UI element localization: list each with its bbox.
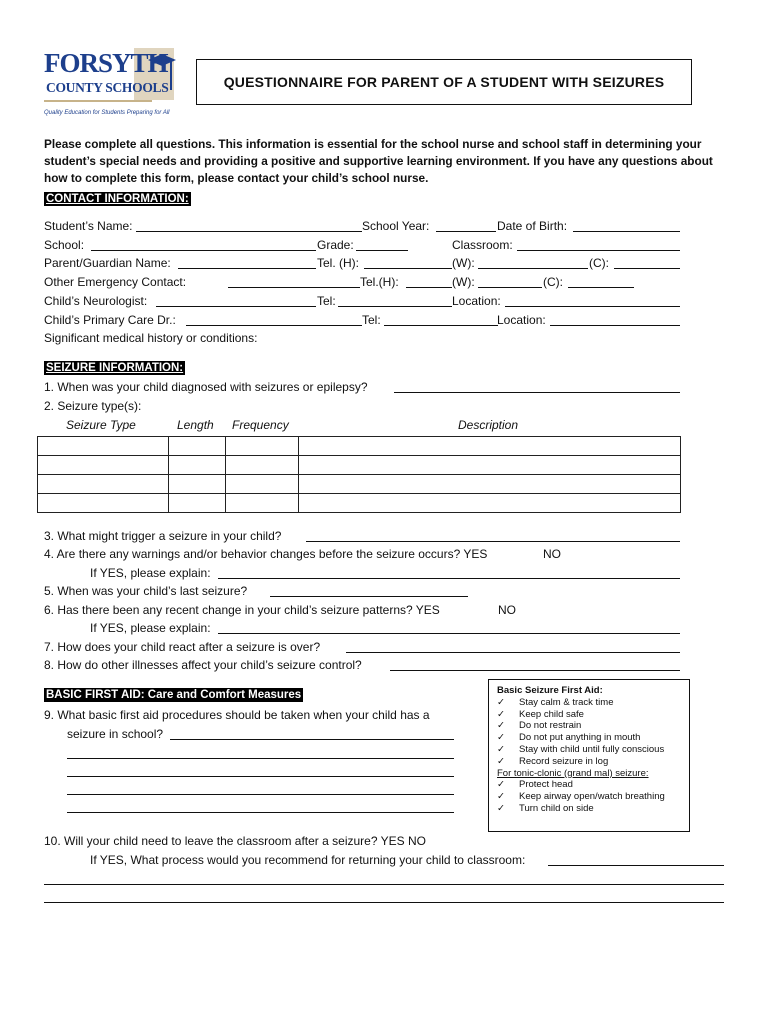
table-cell[interactable] bbox=[169, 475, 226, 494]
table-cell[interactable] bbox=[38, 456, 169, 475]
logo-county-schools: COUNTY SCHOOLS bbox=[46, 80, 169, 95]
table-cell[interactable] bbox=[169, 456, 226, 475]
classroom-label: Classroom: bbox=[452, 238, 513, 252]
other-tel-h-field[interactable] bbox=[406, 287, 452, 288]
student-name-label: Student’s Name: bbox=[44, 219, 133, 233]
q10-followup-label: If YES, What process would you recommend for returning your child to classroom: bbox=[90, 853, 526, 867]
q5-label: 5. When was your child’s last seizure? bbox=[44, 584, 248, 598]
parent-c-label: (C): bbox=[589, 256, 609, 270]
firstaid-header: BASIC FIRST AID: Care and Comfort Measures bbox=[46, 689, 302, 701]
tonic-clonic-label: For tonic-clonic (grand mal) seizure: bbox=[497, 767, 649, 779]
neuro-location-field[interactable] bbox=[505, 306, 680, 307]
q4-label: 4. Are there any warnings and/or behavior changes before the seizure occurs? YES bbox=[44, 547, 488, 561]
neuro-location-label: Location: bbox=[452, 294, 501, 308]
q10-label: 10. Will your child need to leave the classroom after a seizure? YES NO bbox=[44, 834, 426, 848]
q6-no[interactable]: NO bbox=[498, 603, 516, 617]
q8-label: 8. How do other illnesses affect your child’s seizure control? bbox=[44, 658, 362, 672]
other-c-field[interactable] bbox=[568, 287, 634, 288]
q4-no[interactable]: NO bbox=[543, 547, 561, 561]
parent-w-label: (W): bbox=[452, 256, 475, 270]
first-aid-box bbox=[488, 679, 690, 832]
check-icon: ✓ bbox=[497, 696, 505, 708]
q9-field-1[interactable] bbox=[170, 739, 454, 740]
q9-field-2[interactable] bbox=[67, 758, 454, 759]
table-cell[interactable] bbox=[299, 456, 681, 475]
q9-field-4[interactable] bbox=[67, 794, 454, 795]
first-aid-title: Basic Seizure First Aid: bbox=[497, 685, 603, 696]
neurologist-label: Child’s Neurologist: bbox=[44, 294, 148, 308]
table-cell[interactable] bbox=[226, 494, 299, 513]
neuro-tel-label: Tel: bbox=[317, 294, 336, 308]
list-item: ✓ Do not restrain bbox=[497, 720, 582, 732]
list-item: ✓ Turn child on side bbox=[497, 802, 594, 814]
q1-field[interactable] bbox=[394, 392, 680, 393]
table-cell[interactable] bbox=[38, 475, 169, 494]
table-cell[interactable] bbox=[299, 475, 681, 494]
classroom-field[interactable] bbox=[517, 250, 680, 251]
parent-label: Parent/Guardian Name: bbox=[44, 256, 171, 270]
q1-label: 1. When was your child diagnosed with seizures or epilepsy? bbox=[44, 380, 368, 394]
col-seizure-type: Seizure Type bbox=[66, 418, 136, 432]
logo-forsyth: FORSYTH bbox=[44, 48, 168, 78]
parent-c-field[interactable] bbox=[614, 268, 680, 269]
table-row bbox=[38, 494, 681, 513]
q3-label: 3. What might trigger a seizure in your child? bbox=[44, 529, 282, 543]
title-box bbox=[196, 59, 692, 105]
seizure-table bbox=[37, 436, 681, 513]
q9-label-2: seizure in school? bbox=[67, 727, 164, 741]
primary-care-label: Child’s Primary Care Dr.: bbox=[44, 313, 176, 327]
medical-history-label: Significant medical history or conditions: bbox=[44, 331, 258, 345]
q10-field-2[interactable] bbox=[44, 884, 724, 885]
school-year-label: School Year: bbox=[362, 219, 430, 233]
q6-explain-field[interactable] bbox=[218, 633, 680, 634]
q9-field-5[interactable] bbox=[67, 812, 454, 813]
q7-field[interactable] bbox=[346, 652, 680, 653]
q6-explain-label: If YES, please explain: bbox=[90, 621, 211, 635]
school-logo bbox=[44, 46, 184, 126]
table-row bbox=[38, 456, 681, 475]
primary-tel-label: Tel: bbox=[362, 313, 381, 327]
table-cell[interactable] bbox=[226, 456, 299, 475]
other-contact-field[interactable] bbox=[228, 287, 360, 288]
logo-tagline: Quality Education for Students Preparing for All bbox=[44, 110, 170, 116]
seizure-header: SEIZURE INFORMATION: bbox=[46, 362, 184, 374]
table-cell[interactable] bbox=[38, 494, 169, 513]
check-icon: ✓ bbox=[497, 755, 505, 767]
table-cell[interactable] bbox=[226, 437, 299, 456]
other-w-label: (W): bbox=[452, 275, 475, 289]
parent-w-field[interactable] bbox=[478, 268, 588, 269]
list-item: ✓ Keep child safe bbox=[497, 708, 584, 720]
primary-tel-field[interactable] bbox=[384, 325, 498, 326]
parent-tel-h-label: Tel. (H): bbox=[317, 256, 359, 270]
check-icon: ✓ bbox=[497, 802, 505, 814]
q9-field-3[interactable] bbox=[67, 776, 454, 777]
q9-label: 9. What basic first aid procedures should be taken when your child has a bbox=[44, 708, 430, 722]
table-cell[interactable] bbox=[226, 475, 299, 494]
contact-header: CONTACT INFORMATION: bbox=[46, 193, 189, 205]
check-icon: ✓ bbox=[497, 743, 505, 755]
q4-explain-label: If YES, please explain: bbox=[90, 566, 211, 580]
check-icon: ✓ bbox=[497, 791, 505, 803]
list-item: ✓ Record seizure in log bbox=[497, 755, 609, 767]
q3-field[interactable] bbox=[306, 541, 680, 542]
col-length: Length bbox=[177, 418, 214, 432]
primary-location-field[interactable] bbox=[550, 325, 680, 326]
parent-tel-h-field[interactable] bbox=[364, 268, 452, 269]
table-row bbox=[38, 475, 681, 494]
dob-label: Date of Birth: bbox=[497, 219, 568, 233]
table-cell[interactable] bbox=[169, 437, 226, 456]
logo-rule bbox=[44, 100, 152, 102]
intro-paragraph: Please complete all questions. This information is essential for the school nurse and school staff in determining your student’s special needs and providing a positive and supportive learning environment. If you have any questions about how to complete this form, please contact your child’s school nurse. bbox=[44, 137, 713, 185]
other-c-label: (C): bbox=[543, 275, 563, 289]
col-frequency: Frequency bbox=[232, 418, 289, 432]
other-w-field[interactable] bbox=[478, 287, 542, 288]
grade-label: Grade: bbox=[317, 238, 354, 252]
school-label: School: bbox=[44, 238, 85, 252]
check-icon: ✓ bbox=[497, 779, 505, 791]
list-item: ✓ Protect head bbox=[497, 779, 573, 791]
q10-field-3[interactable] bbox=[44, 902, 724, 903]
school-field[interactable] bbox=[91, 250, 316, 251]
check-icon: ✓ bbox=[497, 708, 505, 720]
parent-field[interactable] bbox=[178, 268, 316, 269]
q5-field[interactable] bbox=[270, 596, 468, 597]
col-description: Description bbox=[458, 418, 519, 432]
neuro-tel-field[interactable] bbox=[338, 306, 452, 307]
q4-explain-field[interactable] bbox=[218, 578, 680, 579]
table-cell[interactable] bbox=[299, 437, 681, 456]
table-cell[interactable] bbox=[38, 437, 169, 456]
other-contact-label: Other Emergency Contact: bbox=[44, 275, 187, 289]
q10-field-1[interactable] bbox=[548, 865, 724, 866]
q8-field[interactable] bbox=[390, 670, 680, 671]
list-item: ✓ Keep airway open/watch breathing bbox=[497, 791, 665, 803]
q2-label: 2. Seizure type(s): bbox=[44, 399, 142, 413]
table-cell[interactable] bbox=[299, 494, 681, 513]
school-year-field[interactable] bbox=[436, 231, 496, 232]
q7-label: 7. How does your child react after a seizure is over? bbox=[44, 640, 321, 654]
table-cell[interactable] bbox=[169, 494, 226, 513]
primary-location-label: Location: bbox=[497, 313, 546, 327]
student-name-field[interactable] bbox=[136, 231, 362, 232]
list-item: ✓ Stay with child until fully conscious bbox=[497, 743, 665, 755]
list-item: ✓ Do not put anything in mouth bbox=[497, 732, 641, 744]
primary-care-field[interactable] bbox=[186, 325, 362, 326]
neurologist-field[interactable] bbox=[156, 306, 316, 307]
form-title: QUESTIONNAIRE FOR PARENT OF A STUDENT WITH SEIZURES bbox=[223, 74, 665, 90]
table-row bbox=[38, 437, 681, 456]
list-item: ✓ Stay calm & track time bbox=[497, 696, 614, 708]
check-icon: ✓ bbox=[497, 732, 505, 744]
q6-label: 6. Has there been any recent change in your child’s seizure patterns? YES bbox=[44, 603, 440, 617]
dob-field[interactable] bbox=[573, 231, 680, 232]
other-tel-h-label: Tel.(H): bbox=[360, 275, 399, 289]
check-icon: ✓ bbox=[497, 720, 505, 732]
grade-field[interactable] bbox=[356, 250, 408, 251]
